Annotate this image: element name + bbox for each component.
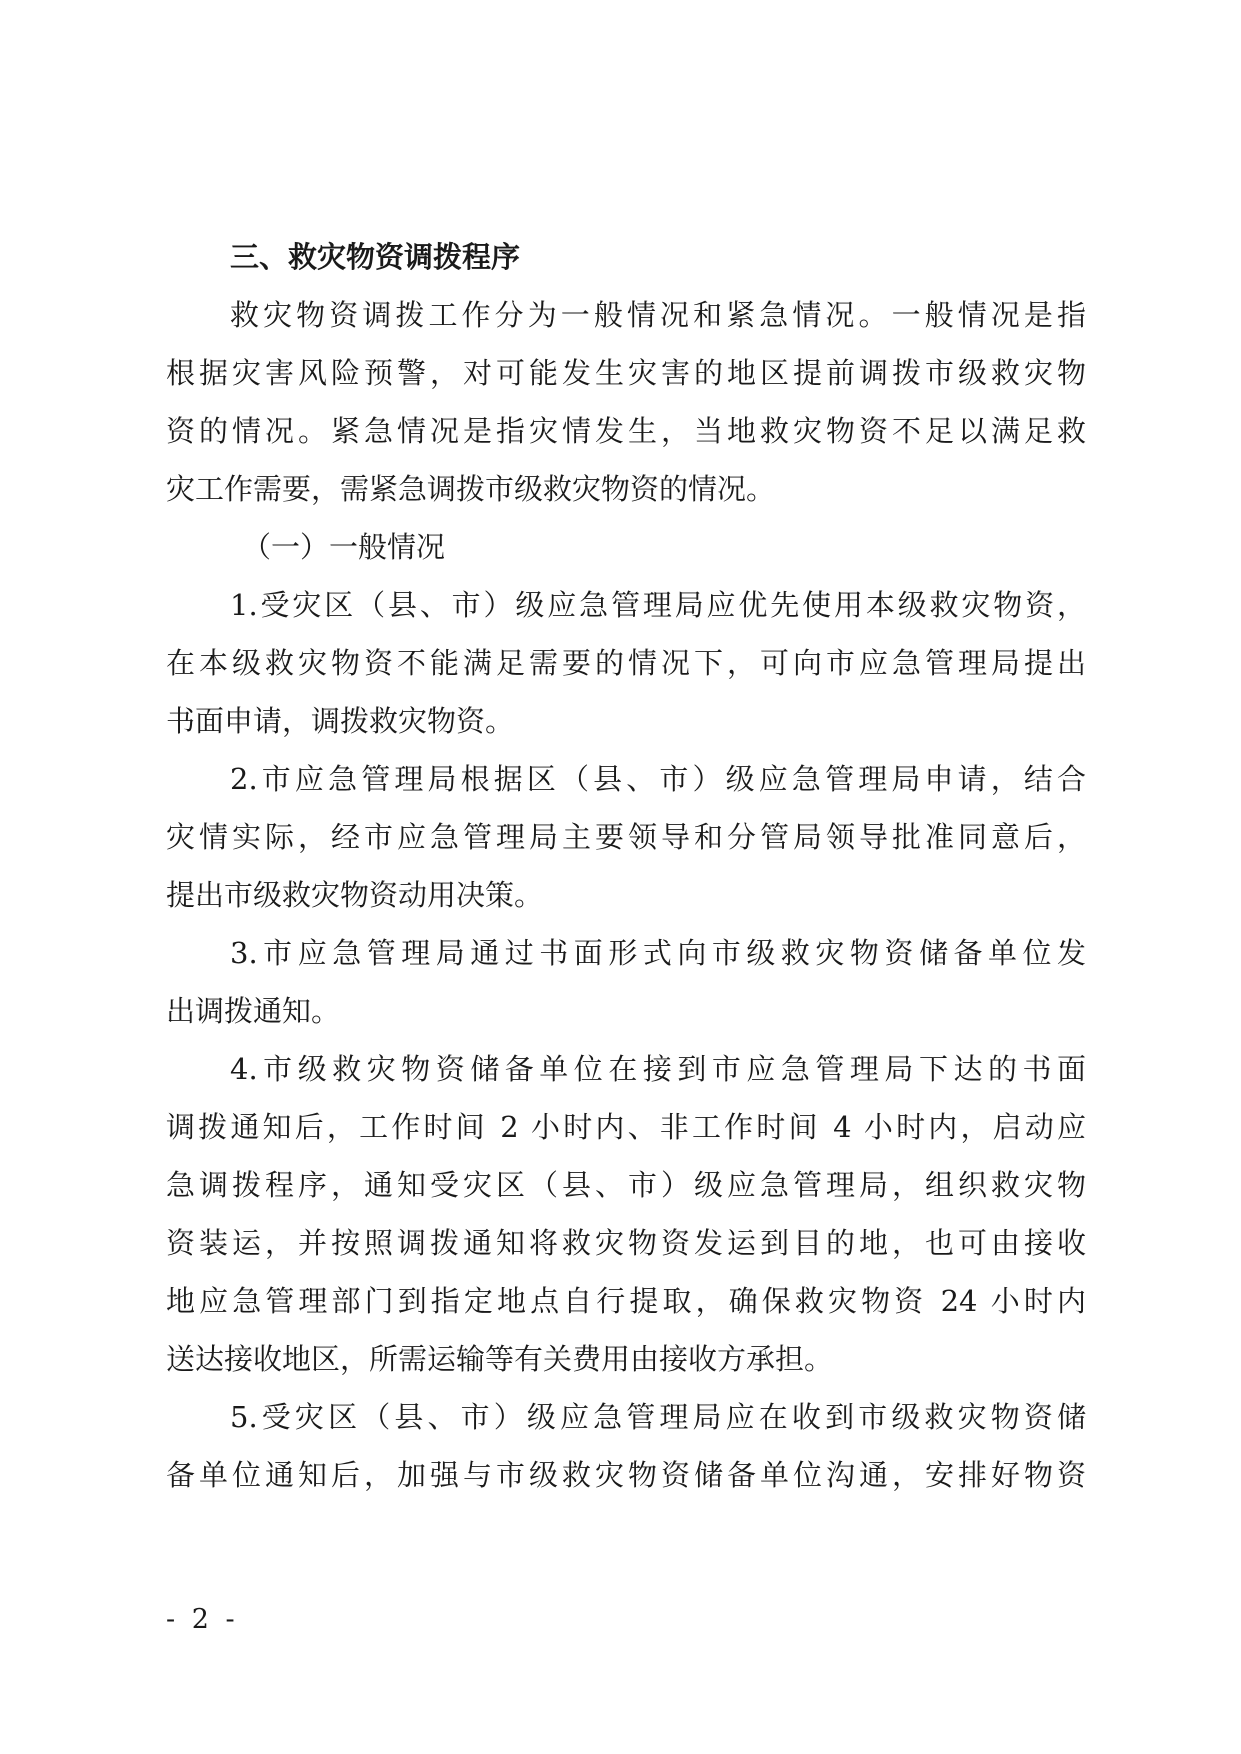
item-4-paragraph (166, 1040, 1086, 1388)
paragraph-line: 出调拨通知。 (166, 994, 341, 1028)
paragraph-line: 送达接收地区，所需运输等有关费用由接收方承担。 (166, 1342, 834, 1376)
paragraph-line: 急调拨程序，通知受灾区（县、市）级应急管理局，组织救灾物 (166, 1168, 1086, 1202)
item-5-paragraph (166, 1388, 1086, 1504)
paragraph-line: 资的情况。紧急情况是指灾情发生，当地救灾物资不足以满足救 (166, 414, 1086, 448)
paragraph-line: 书面申请，调拨救灾物资。 (166, 704, 515, 738)
paragraph-line: 救灾物资调拨工作分为一般情况和紧急情况。一般情况是指 (230, 298, 1086, 332)
paragraph-line: 灾情实际，经市应急管理局主要领导和分管局领导批准同意后， (166, 820, 1086, 854)
paragraph-line: 3.市应急管理局通过书面形式向市级救灾物资储备单位发 (230, 936, 1086, 970)
paragraph-line: 资装运，并按照调拨通知将救灾物资发运到目的地，也可由接收 (166, 1226, 1086, 1260)
paragraph-line: 地应急管理部门到指定地点自行提取，确保救灾物资 24 小时内 (166, 1284, 1086, 1318)
paragraph-line: 灾工作需要，需紧急调拨市级救灾物资的情况。 (166, 472, 776, 506)
document-body (166, 228, 1086, 1504)
paragraph-line: 根据灾害风险预警，对可能发生灾害的地区提前调拨市级救灾物 (166, 356, 1086, 390)
paragraph-line: 2.市应急管理局根据区（县、市）级应急管理局申请，结合 (230, 762, 1086, 796)
item-3-paragraph (166, 924, 1086, 1040)
paragraph-line: 5.受灾区（县、市）级应急管理局应在收到市级救灾物资储 (230, 1400, 1086, 1434)
paragraph-line: 1.受灾区（县、市）级应急管理局应优先使用本级救灾物资， (230, 588, 1086, 622)
item-2-paragraph (166, 750, 1086, 924)
paragraph-line: 调拨通知后，工作时间 2 小时内、非工作时间 4 小时内，启动应 (166, 1110, 1086, 1144)
page-number: - 2 - (166, 1604, 239, 1635)
section-heading: 三、救灾物资调拨程序 (230, 240, 521, 274)
item-1-paragraph (166, 576, 1086, 750)
paragraph-line: 备单位通知后，加强与市级救灾物资储备单位沟通，安排好物资 (166, 1458, 1086, 1492)
intro-paragraph (166, 286, 1086, 518)
paragraph-line: 提出市级救灾物资动用决策。 (166, 878, 544, 912)
subsection-heading: （一）一般情况 (242, 530, 446, 564)
paragraph-line: 在本级救灾物资不能满足需要的情况下，可向市应急管理局提出 (166, 646, 1086, 680)
paragraph-line: 4.市级救灾物资储备单位在接到市应急管理局下达的书面 (230, 1052, 1086, 1086)
